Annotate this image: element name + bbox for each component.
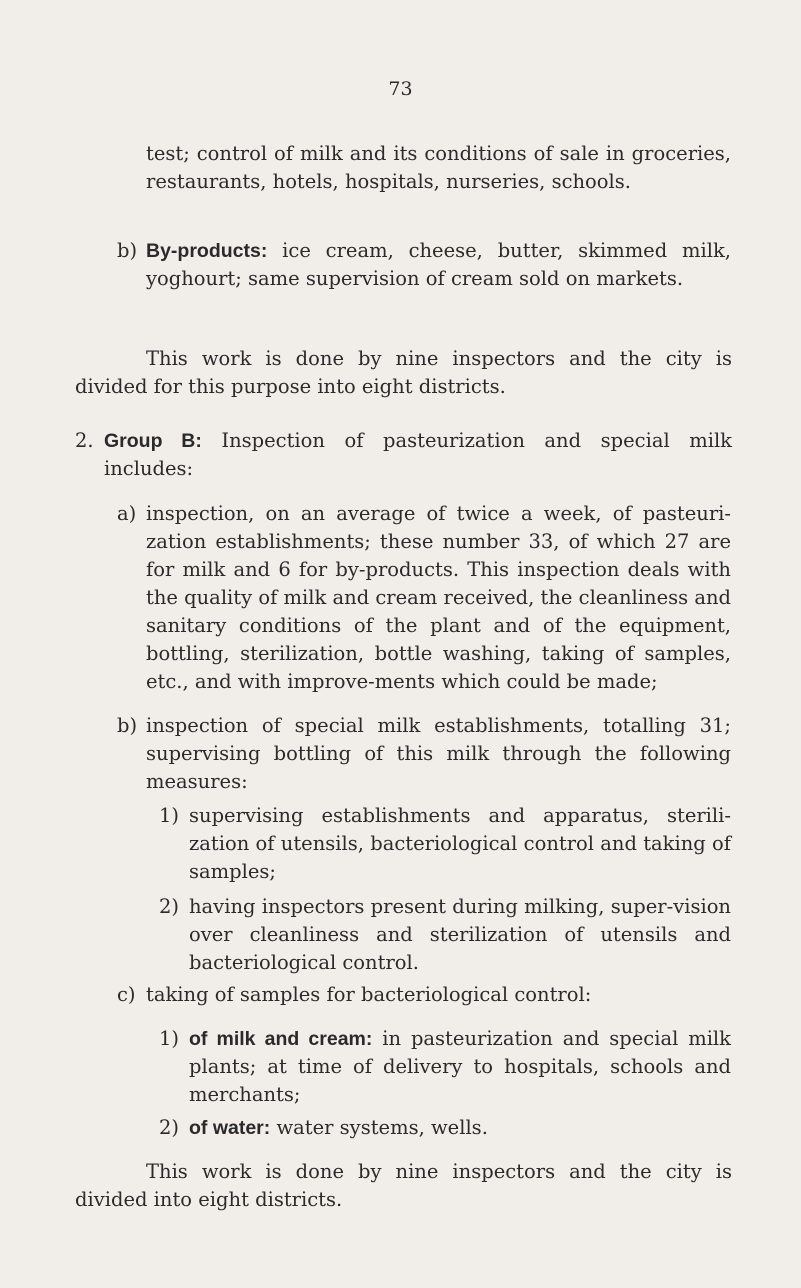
group-b-heading: Group B:	[104, 430, 202, 452]
subitem-label: 2)	[159, 1116, 180, 1139]
by-products-item	[146, 237, 731, 293]
summary-paragraph-2: This work is done by nine inspectors and the city is divided into eight districts.	[75, 1160, 732, 1211]
milk-cream-heading: of milk and cream:	[189, 1028, 373, 1050]
item-b: inspection of special milk establishments, totalling 31; supervising bottling of this milk through the following measures:	[146, 714, 731, 793]
summary-paragraph-1: This work is done by nine inspectors and the city is divided for this purpose into eight districts.	[75, 347, 732, 398]
group-b-text: Inspection of pasteurization and special milk includes:	[104, 429, 732, 480]
subitem-label: 2)	[159, 895, 180, 918]
item-label: a)	[117, 502, 137, 525]
water-heading: of water:	[189, 1117, 271, 1139]
subitem-b-2: having inspectors present during milking, super-vision over cleanliness and sterilization of utensils and bacteriological control.	[189, 895, 731, 974]
water-text: water systems, wells.	[270, 1116, 488, 1139]
subitem-c-1	[189, 1025, 731, 1109]
item-label: b)	[117, 714, 138, 737]
group-b-section	[104, 427, 732, 483]
subitem-c-2	[189, 1114, 731, 1142]
subitem-label: 1)	[159, 804, 180, 827]
by-products-text: ice cream, cheese, butter, skimmed milk, yoghourt; same supervision of cream sold on markets.	[146, 239, 731, 290]
item-label: c)	[117, 983, 136, 1006]
item-label: b)	[117, 239, 138, 262]
item-c: taking of samples for bacteriological control:	[146, 983, 592, 1006]
subitem-b-1: supervising establishments and apparatus, sterili-zation of utensils, bacteriological control and taking of samples;	[189, 804, 731, 883]
item-a: inspection, on an average of twice a week, of pasteuri-zation establishments; these number 33, of which 27 are for milk and 6 for by-products. This inspection deals with the quality of milk and cream received, the cleanliness and sanitary conditions of the plant and of the equipment, bottling, sterilization, bottle washing, taking of samples, etc., and with improve-ments which could be made;	[146, 502, 731, 693]
by-products-heading: By-products:	[146, 240, 268, 262]
section-number: 2.	[75, 429, 94, 452]
milk-cream-text: in pasteurization and special milk plants; at time of delivery to hospitals, schools and merchants;	[189, 1027, 731, 1106]
page-number: 73	[388, 78, 413, 100]
paragraph-continuation: test; control of milk and its conditions of sale in groceries, restaurants, hotels, hospitals, nurseries, schools.	[146, 142, 731, 193]
subitem-label: 1)	[159, 1027, 180, 1050]
